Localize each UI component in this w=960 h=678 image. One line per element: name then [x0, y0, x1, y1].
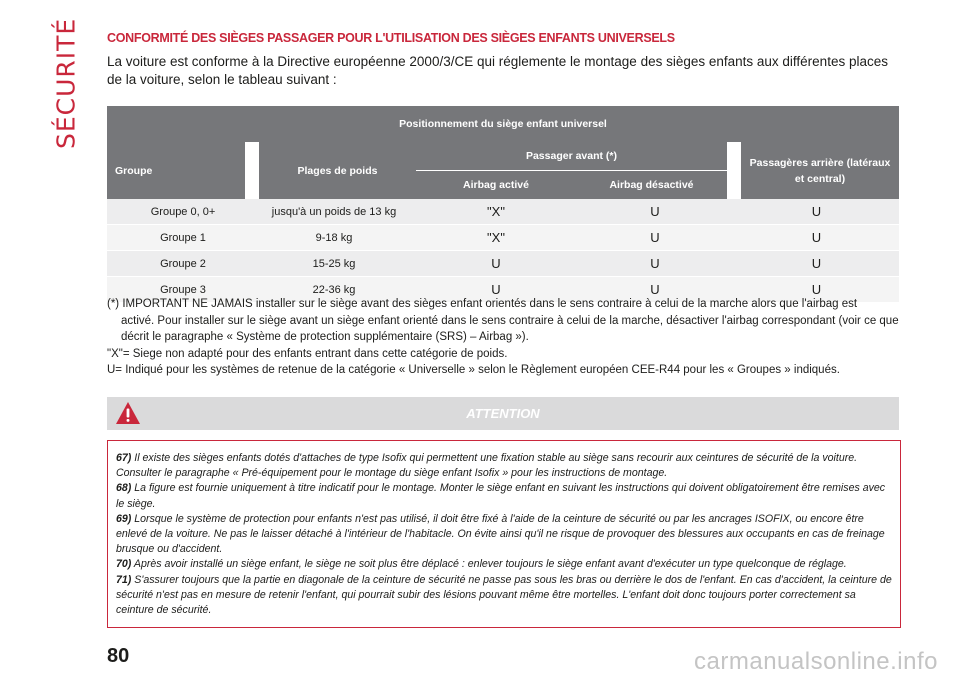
cell-weight: 15-25 kg: [252, 251, 416, 277]
table-title: Positionnement du siège enfant universel: [107, 106, 899, 142]
col-header-weight: Plages de poids: [252, 142, 416, 199]
warning-item-number: 69): [116, 512, 132, 525]
col-header-group: Groupe: [107, 142, 252, 199]
warning-item: [116, 573, 892, 619]
table-row: [107, 225, 899, 251]
cell-group: Groupe 1: [107, 225, 252, 251]
col-header-front: Passager avant (*): [416, 142, 734, 171]
cell-airbag-on: "X": [416, 225, 576, 251]
cell-airbag-on: U: [416, 251, 576, 277]
cell-airbag-off: U: [576, 251, 734, 277]
warning-item-number: 68): [116, 482, 132, 495]
warning-title: ATTENTION: [466, 406, 540, 421]
section-tab: SÉCURITÉ: [51, 17, 81, 149]
cell-airbag-off: U: [576, 277, 734, 303]
cell-group: Groupe 3: [107, 277, 252, 303]
note-important-cont: activé. Pour installer sur le siège avant un siège enfant orienté dans le sens contraire à celui de la marche, désactiver l'airbag correspondant (voir ce que décrit le paragraphe « Système de protection supplémentaire (SRS) – Airbag »).: [121, 314, 899, 343]
warning-item: [116, 557, 892, 572]
warning-item-text: S'assurer toujours que la partie en diagonale de la ceinture de sécurité ne passe pas sous les bras ou derrière le dos de l'enfant. En cas d'accident, la ceinture de sécurité n'est pas en mesure de retenir l'enfant, qui pourrait subir des lésions pouvant même être mortelles. L'enfant doit donc toujours porter correctement sa ceinture de sécurité.: [116, 573, 892, 617]
table-title-row: [107, 106, 899, 142]
note-x: "X"= Siege non adapté pour des enfants entrant dans cette catégorie de poids.: [107, 347, 508, 360]
cell-rear: U: [734, 251, 899, 277]
col-header-airbag-off: Airbag désactivé: [576, 171, 734, 200]
warning-box: [107, 440, 901, 628]
col-header-airbag-on: Airbag activé: [416, 171, 576, 200]
cell-group: Groupe 2: [107, 251, 252, 277]
cell-airbag-on: U: [416, 277, 576, 303]
cell-weight: 22-36 kg: [252, 277, 416, 303]
warning-item-text: Après avoir installé un siège enfant, le siège ne soit plus être déplacé : enlever toujours le siège enfant avant d'exécuter un type quelconque de réglage.: [133, 558, 847, 571]
watermark: carmanualsonline.info: [694, 648, 938, 675]
section-heading: CONFORMITÉ DES SIÈGES PASSAGER POUR L'UTILISATION DES SIÈGES ENFANTS UNIVERSELS: [107, 31, 675, 45]
warning-item-number: 70): [116, 558, 132, 571]
col-header-rear: Passagères arrière (latéraux et central): [734, 142, 899, 199]
note-u: U= Indiqué pour les systèmes de retenue de la catégorie « Universelle » selon le Règlement européen CEE-R44 pour les « Groupes » indiqués.: [107, 364, 840, 376]
warning-item: [116, 512, 892, 558]
cell-group: Groupe 0, 0+: [107, 199, 252, 225]
cell-airbag-off: U: [576, 199, 734, 225]
table-row: [107, 251, 899, 277]
cell-weight: 9-18 kg: [252, 225, 416, 251]
cell-rear: U: [734, 225, 899, 251]
page-number: 80: [107, 645, 130, 667]
warning-item: [116, 451, 892, 481]
table-header-row: [107, 142, 899, 171]
cell-airbag-off: U: [576, 225, 734, 251]
warning-item: [116, 481, 892, 511]
note-important-line1: (*) IMPORTANT NE JAMAIS installer sur le siège avant des sièges enfant orientés dans le sens contraire à celui de la marche alors que l'airbag est: [107, 298, 858, 310]
warning-item-text: Lorsque le système de protection pour enfants n'est pas utilisé, il doit être fixé à l'aide de la ceinture de sécurité ou par les ancrages ISOFIX, ou encore être enlevé de la voiture. Ne pas le laisser détaché à l'intérieur de l'habitacle. On évite ainsi qu'il ne risque de provoquer des blessures aux occupants en cas de freinage brusque ou d'accident.: [116, 512, 885, 556]
warning-header: [107, 397, 899, 430]
table-row: [107, 199, 899, 225]
cell-rear: U: [734, 277, 899, 303]
warning-item-number: 71): [116, 573, 132, 586]
child-seat-table: [107, 106, 899, 303]
cell-rear: U: [734, 199, 899, 225]
note-important: [107, 296, 907, 313]
warning-item-text: Il existe des sièges enfants dotés d'attaches de type Isofix qui permettent une fixation stable au siège sans recourir aux ceintures de sécurité de la voiture. Consulter le paragraphe « Pré-équipement pour le montage du siège enfant Isofix » pour les instructions de montage.: [116, 452, 858, 480]
cell-airbag-on: "X": [416, 199, 576, 225]
warning-item-number: 67): [116, 452, 132, 464]
warning-item-text: La figure est fournie uniquement à titre indicatif pour le montage. Monter le siège enfant en suivant les instructions qui doivent obligatoirement être remises avec le siège.: [116, 482, 886, 510]
table-notes: [107, 296, 907, 379]
cell-weight: jusqu'à un poids de 13 kg: [252, 199, 416, 225]
intro-paragraph: La voiture est conforme à la Directive européenne 2000/3/CE qui réglemente le montage des sièges enfants aux différentes places de la voiture, selon le tableau suivant :: [107, 54, 888, 87]
